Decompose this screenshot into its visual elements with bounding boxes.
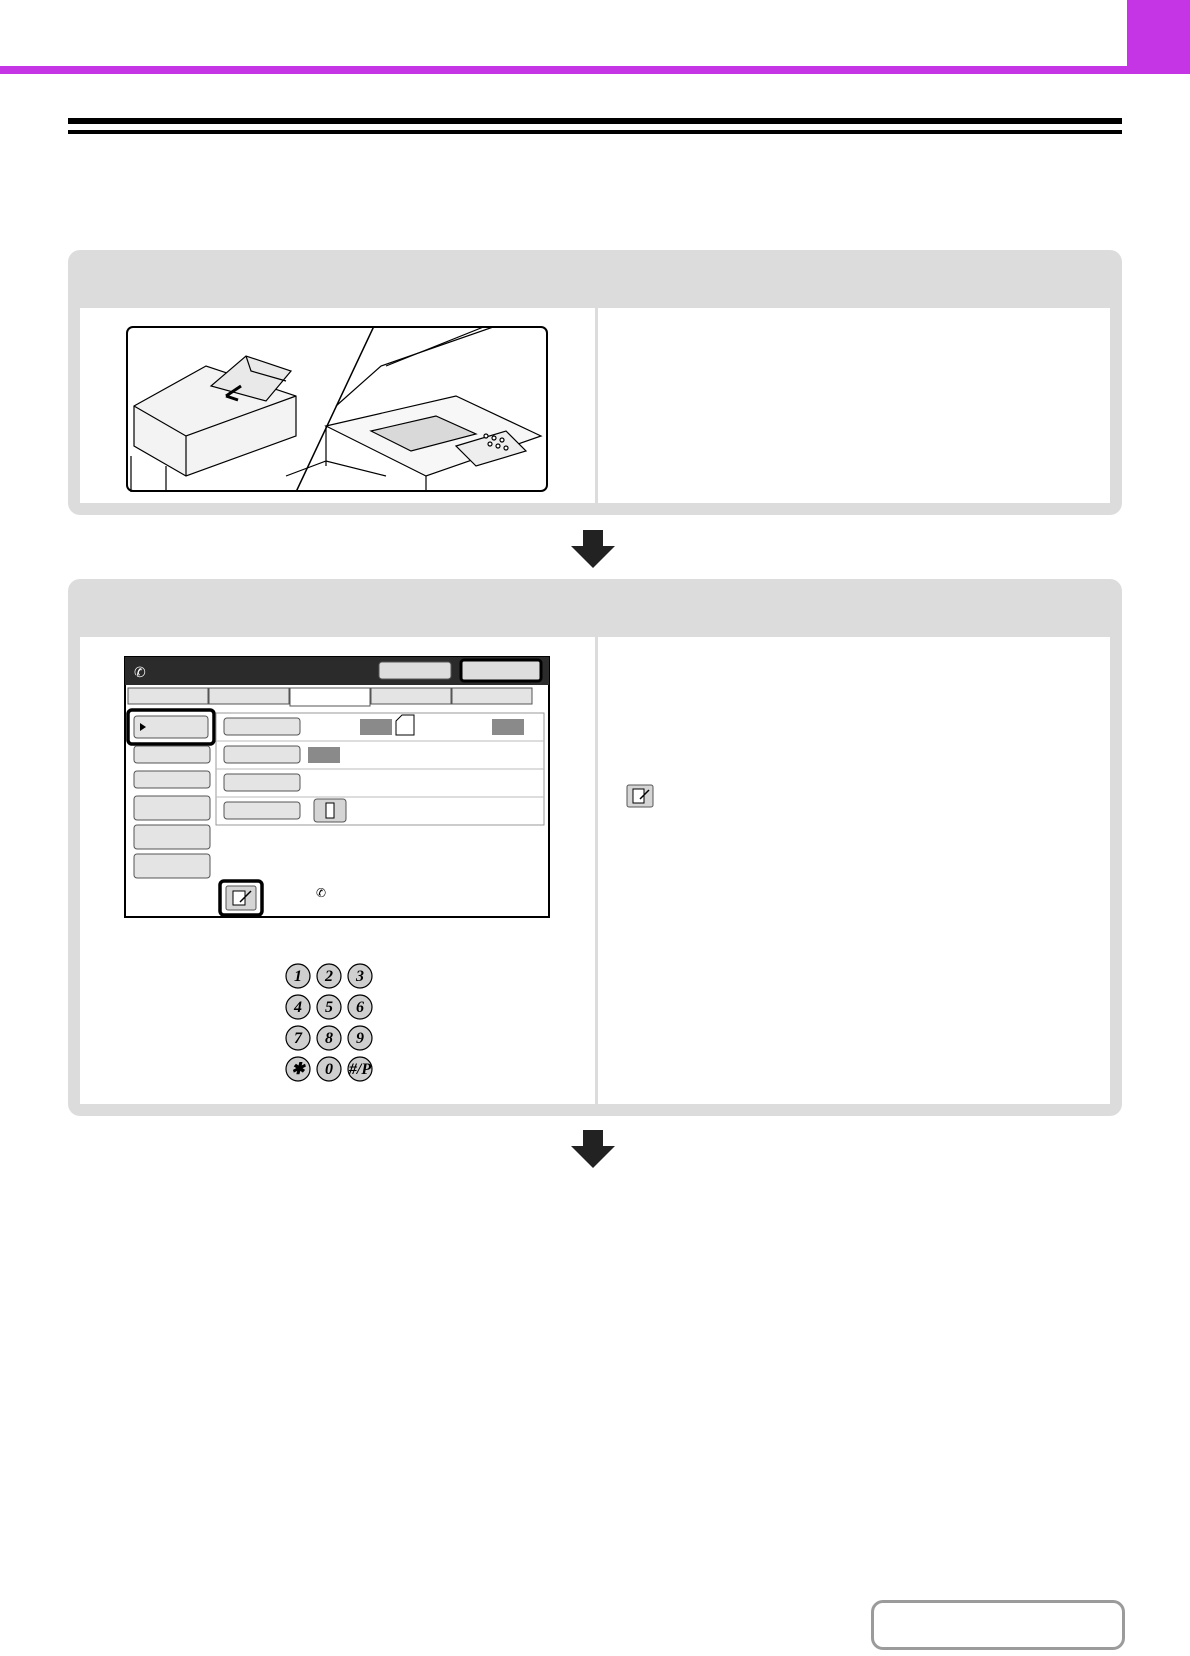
keypad-key-label: 9 [356,1030,364,1047]
header-bar [0,0,1190,74]
keypad-key-label: 6 [356,999,364,1016]
arrow-down-icon [571,530,615,568]
keypad-key-label: #/P [348,1061,372,1078]
contents-nav-button[interactable] [871,1600,1125,1650]
step-1-divider [595,308,598,503]
original-placement-illustration [126,326,548,492]
keypad-key-label: ✱ [291,1061,305,1078]
fax-touch-panel-illustration [124,655,552,920]
header-accent-line [0,66,1190,74]
svg-text:✆: ✆ [316,886,327,900]
arrow-down-icon [571,1130,615,1168]
chapter-tab[interactable] [1127,0,1190,70]
phone-icon: ✆ [134,665,146,681]
keypad-key-label: 4 [294,999,302,1016]
numeric-keypad [284,962,380,1086]
step-2-divider [595,637,598,1104]
title-rule-bottom [68,130,1122,134]
title-rule-top [68,118,1122,124]
keypad-key-label: 1 [294,968,302,985]
keypad-key-label: 0 [325,1061,333,1078]
keypad-key-label: 7 [294,1030,302,1047]
address-review-icon [626,784,654,808]
panel-button-a [379,662,451,679]
keypad-key-label: 5 [325,999,333,1016]
keypad-key-label: 2 [325,968,333,985]
keypad-key-label: 3 [356,968,364,985]
keypad-key-label: 8 [325,1030,333,1047]
panel-button-highlighted [461,660,541,681]
